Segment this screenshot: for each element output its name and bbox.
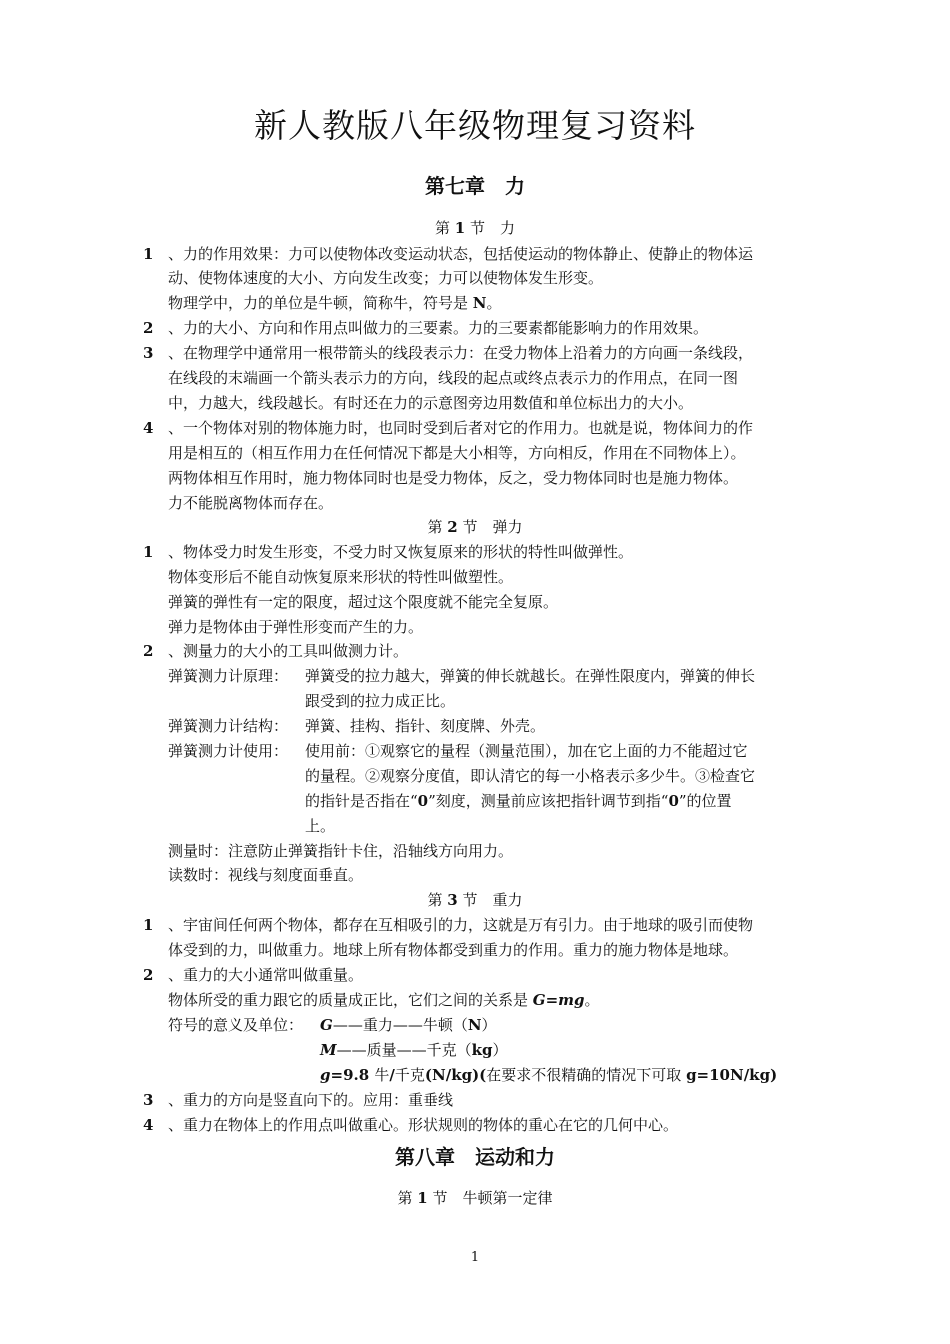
paragraph-line: 物体所受的重力跟它的质量成正比，它们之间的关系是 G=mg。: [168, 991, 600, 1009]
principle-label: 弹簧测力计原理：: [168, 667, 289, 685]
structure-label: 弹簧测力计结构：: [168, 717, 289, 735]
paragraph-line: 、物体受力时发生形变，不受力时又恢复原来的形状的特性叫做弹性。: [168, 543, 634, 561]
item-number: 4: [143, 1116, 154, 1134]
paragraph-line: 的指针是否指在“0”刻度，测量前应该把指针调节到指“0”的位置: [305, 792, 732, 810]
formula-line: g=9.8 牛/千克(N/kg)(在要求不很精确的情况下可取 g=10N/kg): [320, 1066, 778, 1084]
formula-line: G——重力——牛顿（N）: [320, 1016, 497, 1034]
chapter-7-heading: 第七章 力: [425, 174, 525, 198]
paragraph-line: 、测量力的大小的工具叫做测力计。: [168, 642, 409, 660]
usage-label: 弹簧测力计使用：: [168, 742, 289, 760]
paragraph-line: 在线段的末端画一个箭头表示力的方向，线段的起点或终点表示力的作用点，在同一图: [168, 369, 739, 387]
formula-line: M——质量——千克（kg）: [320, 1041, 508, 1059]
paragraph-line: 中，力越大，线段越长。有时还在力的示意图旁边用数值和单位标出力的大小。: [168, 394, 694, 412]
item-number: 3: [143, 344, 154, 362]
paragraph-line: 、在物理学中通常用一根带箭头的线段表示力：在受力物体上沿着力的方向画一条线段，: [168, 344, 754, 362]
paragraph-line: 、重力的大小通常叫做重量。: [168, 966, 364, 984]
paragraph-line: 、宇宙间任何两个物体，都存在互相吸引的力，这就是万有引力。由于地球的吸引而使物: [168, 916, 754, 934]
paragraph-line: 的量程。②观察分度值，即认清它的每一小格表示多少牛。③检查它: [305, 767, 756, 785]
page-number: 1: [470, 1250, 480, 1265]
item-number: 4: [143, 419, 154, 437]
paragraph-line: 、一个物体对别的物体施力时，也同时受到后者对它的作用力。也就是说，物体间力的作: [168, 419, 754, 437]
document-title: 新人教版八年级物理复习资料: [254, 106, 696, 145]
paragraph-line: 、重力在物体上的作用点叫做重心。形状规则的物体的重心在它的几何中心。: [168, 1116, 679, 1134]
paragraph-line: 用是相互的（相互作用力在任何情况下都是大小相等，方向相反，作用在不同物体上）。: [168, 444, 746, 462]
item-number: 1: [143, 543, 154, 561]
section-7-2-heading: 第 2 节 弹力: [427, 518, 523, 536]
paragraph-line: 弹簧受的拉力越大，弹簧的伸长就越长。在弹性限度内，弹簧的伸长: [305, 667, 756, 685]
section-8-1-heading: 第 1 节 牛顿第一定律: [397, 1189, 553, 1207]
paragraph-line: 动、使物体速度的大小、方向发生改变；力可以使物体发生形变。: [168, 269, 604, 287]
item-number: 2: [143, 642, 154, 660]
paragraph-line: 物理学中，力的单位是牛顿，简称牛，符号是 N。: [168, 294, 502, 312]
paragraph-line: 体受到的力，叫做重力。地球上所有物体都受到重力的作用。重力的施力物体是地球。: [168, 941, 739, 959]
item-number: 2: [143, 966, 154, 984]
item-number: 2: [143, 319, 154, 337]
item-number: 1: [143, 245, 154, 263]
paragraph-line: 两物体相互作用时，施力物体同时也是受力物体，反之，受力物体同时也是施力物体。: [168, 469, 739, 487]
symbol-label: 符号的意义及单位：: [168, 1016, 304, 1034]
paragraph-line: 弹簧的弹性有一定的限度，超过这个限度就不能完全复原。: [168, 593, 559, 611]
paragraph-line: 跟受到的拉力成正比。: [305, 692, 456, 710]
paragraph-line: 弹簧、挂构、指针、刻度牌、外壳。: [305, 717, 546, 735]
paragraph-line: 物体变形后不能自动恢复原来形状的特性叫做塑性。: [168, 568, 514, 586]
chapter-8-heading: 第八章 运动和力: [395, 1145, 555, 1169]
item-number: 1: [143, 916, 154, 934]
paragraph-line: 、力的大小、方向和作用点叫做力的三要素。力的三要素都能影响力的作用效果。: [168, 319, 709, 337]
paragraph-line: 读数时：视线与刻度面垂直。: [168, 866, 364, 884]
paragraph-line: 力不能脱离物体而存在。: [168, 494, 334, 512]
paragraph-line: 、力的作用效果：力可以使物体改变运动状态，包括使运动的物体静止、使静止的物体运: [168, 245, 754, 263]
paragraph-line: 使用前：①观察它的量程（测量范围），加在它上面的力不能超过它: [305, 742, 748, 760]
item-number: 3: [143, 1091, 154, 1109]
paragraph-line: 弹力是物体由于弹性形变而产生的力。: [168, 618, 424, 636]
paragraph-line: 上。: [305, 817, 336, 835]
paragraph-line: 、重力的方向是竖直向下的。应用：重垂线: [168, 1091, 454, 1109]
section-7-1-heading: 第 1 节 力: [434, 219, 516, 237]
section-7-3-heading: 第 3 节 重力: [427, 891, 523, 909]
paragraph-line: 测量时：注意防止弹簧指针卡住，沿轴线方向用力。: [168, 842, 514, 860]
